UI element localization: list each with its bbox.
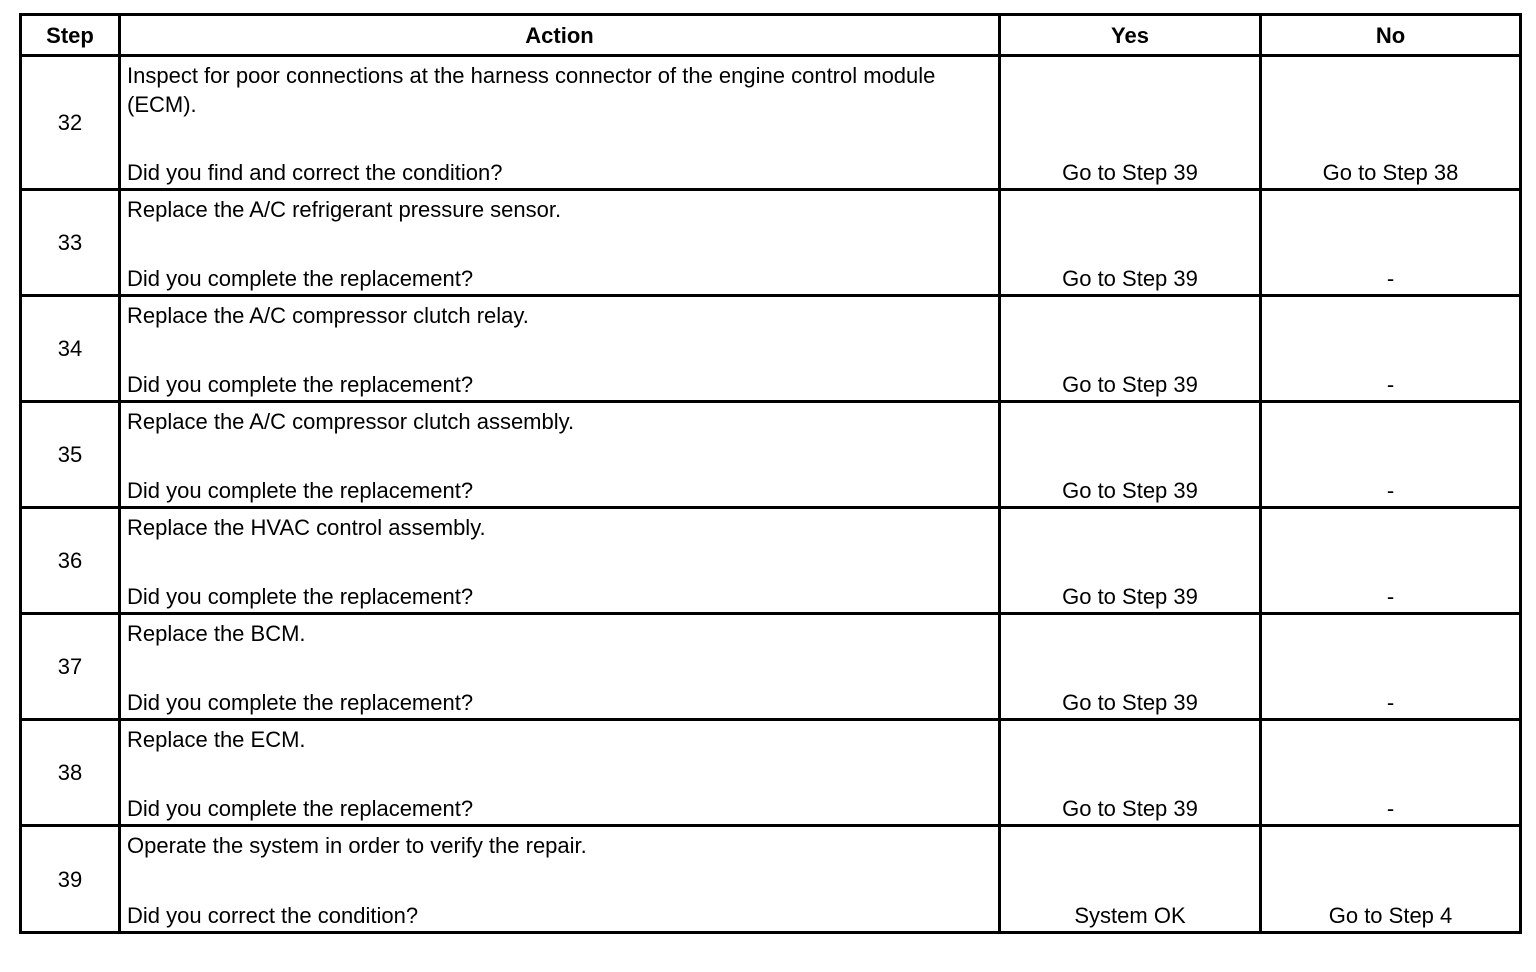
step-number: 34: [21, 296, 120, 402]
action-question: Did you complete the replacement?: [127, 478, 474, 503]
table-row: [21, 402, 1521, 508]
table-row: [21, 614, 1521, 720]
yes-result: Go to Step 39: [1062, 266, 1198, 291]
no-result: -: [1386, 584, 1395, 609]
action-cell: [120, 720, 1000, 826]
yes-result: System OK: [1074, 903, 1186, 928]
yes-result: Go to Step 39: [1062, 690, 1198, 715]
diagnostic-table-container: [19, 13, 1519, 934]
action-question: Did you find and correct the condition?: [127, 160, 503, 185]
action-instruction: Replace the BCM.: [127, 621, 306, 646]
action-instruction: Replace the A/C refrigerant pressure sensor.: [127, 197, 562, 222]
diagnostic-steps-table: [19, 13, 1522, 934]
action-instruction: Inspect for poor connections at the harness connector of the engine control module (ECM).: [127, 63, 936, 117]
table-row: [21, 508, 1521, 614]
action-question: Did you complete the replacement?: [127, 796, 474, 821]
action-cell: [120, 614, 1000, 720]
action-instruction: Operate the system in order to verify the repair.: [127, 833, 587, 858]
yes-result: Go to Step 39: [1062, 796, 1198, 821]
action-question: Did you complete the replacement?: [127, 584, 474, 609]
action-question: Did you correct the condition?: [127, 903, 419, 928]
table-header-row: [21, 15, 1521, 56]
yes-cell: [1000, 56, 1261, 190]
table-row: [21, 296, 1521, 402]
action-instruction: Replace the HVAC control assembly.: [127, 515, 486, 540]
yes-result: Go to Step 39: [1062, 478, 1198, 503]
action-cell: [120, 296, 1000, 402]
yes-cell: [1000, 296, 1261, 402]
table-row: [21, 720, 1521, 826]
action-instruction: Replace the ECM.: [127, 727, 306, 752]
no-result: -: [1386, 690, 1395, 715]
no-cell: [1261, 190, 1521, 296]
action-cell: [120, 190, 1000, 296]
no-cell: [1261, 508, 1521, 614]
no-result: -: [1386, 266, 1395, 291]
step-number: 38: [21, 720, 120, 826]
header-action: Action: [120, 15, 1000, 56]
action-instruction: Replace the A/C compressor clutch relay.: [127, 303, 529, 328]
step-number: 32: [21, 56, 120, 190]
no-result: Go to Step 4: [1328, 903, 1453, 928]
step-number: 33: [21, 190, 120, 296]
table-row: [21, 826, 1521, 933]
action-question: Did you complete the replacement?: [127, 266, 474, 291]
action-question: Did you complete the replacement?: [127, 690, 474, 715]
step-number: 39: [21, 826, 120, 933]
yes-cell: [1000, 826, 1261, 933]
action-cell: [120, 508, 1000, 614]
yes-cell: [1000, 190, 1261, 296]
header-no: No: [1261, 15, 1521, 56]
yes-result: Go to Step 39: [1062, 160, 1198, 185]
no-cell: [1261, 56, 1521, 190]
step-number: 36: [21, 508, 120, 614]
action-cell: [120, 402, 1000, 508]
action-cell: [120, 56, 1000, 190]
no-cell: [1261, 614, 1521, 720]
no-result: -: [1386, 796, 1395, 821]
yes-result: Go to Step 39: [1062, 372, 1198, 397]
no-cell: [1261, 402, 1521, 508]
yes-cell: [1000, 614, 1261, 720]
table-row: [21, 190, 1521, 296]
header-step: Step: [21, 15, 120, 56]
header-yes: Yes: [1000, 15, 1261, 56]
yes-cell: [1000, 402, 1261, 508]
table-row: [21, 56, 1521, 190]
step-number: 35: [21, 402, 120, 508]
action-instruction: Replace the A/C compressor clutch assembly.: [127, 409, 575, 434]
step-number: 37: [21, 614, 120, 720]
no-cell: [1261, 826, 1521, 933]
yes-cell: [1000, 720, 1261, 826]
yes-cell: [1000, 508, 1261, 614]
no-cell: [1261, 720, 1521, 826]
no-result: -: [1386, 478, 1395, 503]
action-question: Did you complete the replacement?: [127, 372, 474, 397]
action-cell: [120, 826, 1000, 933]
no-result: Go to Step 38: [1322, 160, 1459, 185]
no-result: -: [1386, 372, 1395, 397]
yes-result: Go to Step 39: [1062, 584, 1198, 609]
no-cell: [1261, 296, 1521, 402]
